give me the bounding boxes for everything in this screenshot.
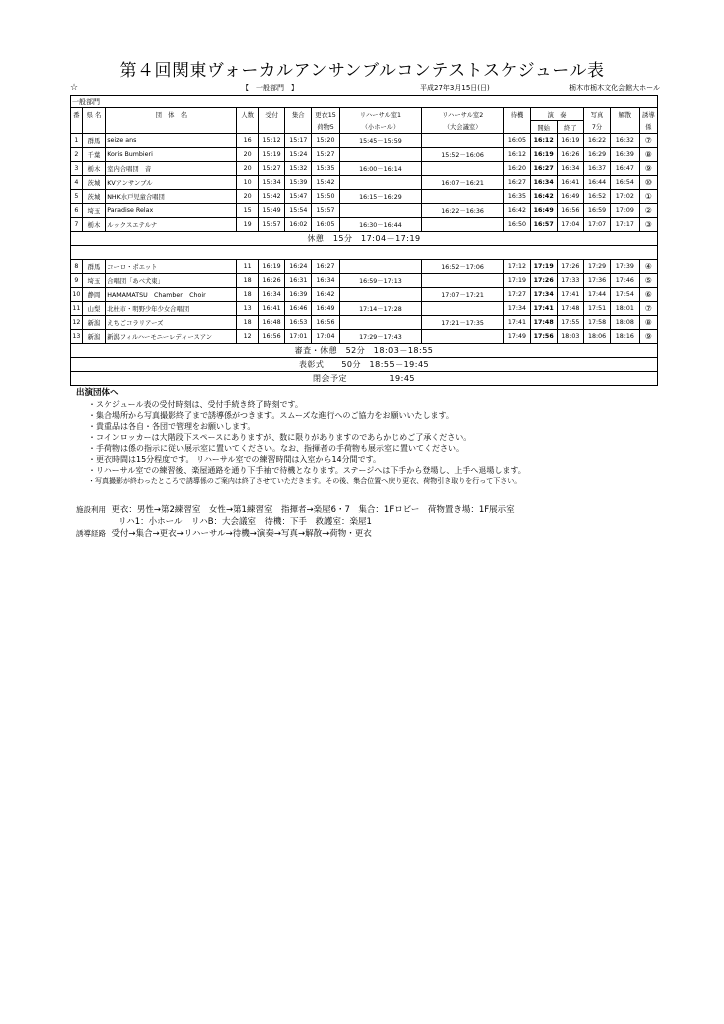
group-name: HAMAMATSU Chamber Choir <box>106 288 237 302</box>
dismiss-time: 17:02 <box>610 190 639 204</box>
guide-number: ⑨ <box>639 330 657 344</box>
guide-number: ⑧ <box>639 148 657 162</box>
assembly-time: 16:46 <box>285 302 312 316</box>
group-name: 新潟フィルハーモニーレディースアン <box>106 330 237 344</box>
group-name: コーロ・ポエット <box>106 260 237 274</box>
reception-time: 16:41 <box>258 302 285 316</box>
row-number: 8 <box>71 260 83 274</box>
assembly-time: 16:31 <box>285 274 312 288</box>
row-number: 9 <box>71 274 83 288</box>
assembly-time: 15:47 <box>285 190 312 204</box>
row-number: 10 <box>71 288 83 302</box>
reception-time: 16:56 <box>258 330 285 344</box>
table-row <box>71 162 658 176</box>
dismiss-time: 18:16 <box>610 330 639 344</box>
note-item: ・更衣時間は15分程度です。 リハーサル室での練習時間は入室から14分間です。 <box>88 455 381 464</box>
header-rehearsal1: リハーサル室1 <box>339 108 421 121</box>
footer-label: 閉会予定 19:45 <box>71 372 658 386</box>
header-photo-sub: 7分 <box>584 121 611 134</box>
changing-time: 15:35 <box>312 162 340 176</box>
assembly-time: 15:39 <box>285 176 312 190</box>
standby-time: 16:35 <box>504 190 531 204</box>
prefecture: 埼玉 <box>82 204 105 218</box>
performance-end: 17:33 <box>557 274 584 288</box>
header-no: 番 <box>71 108 83 121</box>
facility-line2: リハ1：小ホール リハB：大会議室 待機：下手 救護室：楽屋1 <box>118 517 372 527</box>
rehearsal2-time <box>422 218 504 232</box>
performance-start: 16:12 <box>530 134 557 148</box>
group-name: 室内合唱団 音 <box>106 162 237 176</box>
assembly-time: 16:24 <box>285 260 312 274</box>
assembly-time: 15:24 <box>285 148 312 162</box>
dismiss-time: 16:47 <box>610 162 639 176</box>
reception-time: 15:12 <box>258 134 285 148</box>
changing-time: 16:49 <box>312 302 340 316</box>
guide-number: ⑧ <box>639 316 657 330</box>
header-dismiss: 解散 <box>610 108 639 121</box>
header-pref: 県 名 <box>82 108 105 121</box>
member-count: 10 <box>237 176 258 190</box>
facility-info <box>76 504 515 540</box>
rehearsal1-time <box>339 316 421 330</box>
performance-end: 16:49 <box>557 190 584 204</box>
changing-time: 15:27 <box>312 148 340 162</box>
note-item: ・スケジュール表の受付時刻は、受付手続き終了時刻です。 <box>88 400 303 409</box>
rehearsal2-time <box>422 190 504 204</box>
table-row <box>71 274 658 288</box>
standby-time: 16:42 <box>504 204 531 218</box>
performance-end: 16:19 <box>557 134 584 148</box>
row-number: 7 <box>71 218 83 232</box>
photo-time: 17:36 <box>584 274 611 288</box>
row-number: 1 <box>71 134 83 148</box>
performance-start: 16:42 <box>530 190 557 204</box>
photo-time: 17:07 <box>584 218 611 232</box>
reception-time: 16:48 <box>258 316 285 330</box>
changing-time: 16:34 <box>312 274 340 288</box>
row-number: 11 <box>71 302 83 316</box>
prefecture: 栃木 <box>82 218 105 232</box>
header-group: 団 体 名 <box>106 108 237 121</box>
subtitle-line <box>70 83 660 95</box>
row-number: 6 <box>71 204 83 218</box>
footer-label-row <box>71 372 658 386</box>
rehearsal2-time: 16:07－16:21 <box>422 176 504 190</box>
performance-start: 17:56 <box>530 330 557 344</box>
member-count: 20 <box>237 162 258 176</box>
rehearsal1-time: 15:45－15:59 <box>339 134 421 148</box>
rehearsal2-time <box>422 274 504 288</box>
changing-time: 16:27 <box>312 260 340 274</box>
header-rehearsal2: リハーサル室2 <box>422 108 504 121</box>
reception-time: 15:19 <box>258 148 285 162</box>
prefecture: 山梨 <box>82 302 105 316</box>
rehearsal1-time <box>339 176 421 190</box>
member-count: 18 <box>237 274 258 288</box>
row-number: 3 <box>71 162 83 176</box>
facility-label: 施設利用 <box>76 505 106 514</box>
header-reception: 受付 <box>258 108 285 121</box>
header-perf-start: 開始 <box>530 121 557 134</box>
performance-start: 16:34 <box>530 176 557 190</box>
table-row <box>71 260 658 274</box>
member-count: 15 <box>237 204 258 218</box>
rehearsal2-time <box>422 162 504 176</box>
note-item: ・コインロッカーは大階段下スペースにありますが、数に限りがありますのであらかじめご了承ください。 <box>88 433 472 442</box>
rehearsal1-time: 16:30－16:44 <box>339 218 421 232</box>
performance-end: 17:26 <box>557 260 584 274</box>
member-count: 13 <box>237 302 258 316</box>
performance-end: 16:34 <box>557 162 584 176</box>
reception-time: 15:42 <box>258 190 285 204</box>
row-number: 4 <box>71 176 83 190</box>
dismiss-time: 18:08 <box>610 316 639 330</box>
performance-end: 16:26 <box>557 148 584 162</box>
standby-time: 17:49 <box>504 330 531 344</box>
standby-time: 16:20 <box>504 162 531 176</box>
prefecture: 茨城 <box>82 190 105 204</box>
prefecture: 千葉 <box>82 148 105 162</box>
note-item: ・貴重品は各自・各団で管理をお願いします。 <box>88 422 256 431</box>
header-perf-end: 終了 <box>557 121 584 134</box>
venue-name: 栃木市栃木文化会館大ホール <box>569 84 660 92</box>
facility-line1: 更衣：男性→第2練習室 女性→第1練習室 指揮者→楽屋6・7 集合：1Fロビー 荷物置き場：1F展示室 <box>111 505 515 515</box>
rehearsal1-time: 17:14－17:28 <box>339 302 421 316</box>
note-item-small: ・写真撮影が終わったところで誘導係のご案内は終了させていただきます。その後、集合位置へ戻り更衣、荷物引き取りを行って下さい。 <box>88 477 522 485</box>
assembly-time: 15:32 <box>285 162 312 176</box>
assembly-time: 16:02 <box>285 218 312 232</box>
group-name: Koris Bumbieri <box>106 148 237 162</box>
dismiss-time: 17:09 <box>610 204 639 218</box>
photo-time: 17:58 <box>584 316 611 330</box>
performance-start: 16:49 <box>530 204 557 218</box>
table-row <box>71 330 658 344</box>
prefecture: 群馬 <box>82 134 105 148</box>
assembly-time: 15:17 <box>285 134 312 148</box>
rehearsal1-time: 17:29－17:43 <box>339 330 421 344</box>
header-changing-sub: 荷物5 <box>312 121 340 134</box>
header-rehearsal2-sub: （大会議室） <box>422 121 504 134</box>
prefecture: 静岡 <box>82 288 105 302</box>
performance-start: 17:48 <box>530 316 557 330</box>
performance-start: 17:26 <box>530 274 557 288</box>
changing-time: 15:42 <box>312 176 340 190</box>
table-row <box>71 134 658 148</box>
header-guide-sub: 係 <box>639 121 657 134</box>
prefecture: 新潟 <box>82 316 105 330</box>
header-changing: 更衣15 <box>312 108 340 121</box>
member-count: 11 <box>237 260 258 274</box>
group-name: えちごコラリアーズ <box>106 316 237 330</box>
reception-time: 15:34 <box>258 176 285 190</box>
rehearsal1-time <box>339 204 421 218</box>
footer-label: 審査・休憩 52分 18:03－18:55 <box>71 344 658 358</box>
header-rehearsal1-sub: （小ホール） <box>339 121 421 134</box>
header-guide: 誘導 <box>639 108 657 121</box>
section-label: 一般部門 <box>71 96 658 108</box>
rehearsal1-time: 16:59－17:13 <box>339 274 421 288</box>
header-row-2 <box>71 121 658 134</box>
footer-label-row <box>71 344 658 358</box>
dismiss-time: 16:54 <box>610 176 639 190</box>
member-count: 19 <box>237 218 258 232</box>
rehearsal1-time <box>339 260 421 274</box>
performance-end: 17:55 <box>557 316 584 330</box>
note-item: ・集合場所から写真撮影終了まで誘導係がつきます。スムーズな進行へのご協力をお願いいたします。 <box>88 411 454 420</box>
prefecture: 群馬 <box>82 260 105 274</box>
assembly-time: 17:01 <box>285 330 312 344</box>
performance-end: 18:03 <box>557 330 584 344</box>
changing-time: 15:50 <box>312 190 340 204</box>
prefecture: 茨城 <box>82 176 105 190</box>
performance-end: 17:04 <box>557 218 584 232</box>
performance-start: 16:57 <box>530 218 557 232</box>
dismiss-time: 17:17 <box>610 218 639 232</box>
standby-time: 16:27 <box>504 176 531 190</box>
changing-time: 16:42 <box>312 288 340 302</box>
photo-time: 17:51 <box>584 302 611 316</box>
page-title: 第４回関東ヴォーカルアンサンブルコンテストスケジュール表 <box>119 61 605 81</box>
footer-label-row <box>71 358 658 372</box>
guide-number: ③ <box>639 218 657 232</box>
table-row <box>71 190 658 204</box>
performance-start: 16:27 <box>530 162 557 176</box>
changing-time: 15:57 <box>312 204 340 218</box>
guide-number: ① <box>639 190 657 204</box>
break-label-row <box>71 232 658 246</box>
notes-heading: 出演団体へ <box>76 388 119 398</box>
group-name: 北杜市・明野少年少女合唱団 <box>106 302 237 316</box>
table-row <box>71 204 658 218</box>
note-item: ・リハーサル室での練習後、楽屋通路を通り下手袖で待機となります。ステージへは下手から登場し、上手へ退場します。 <box>88 466 526 475</box>
standby-time: 16:05 <box>504 134 531 148</box>
event-date: 平成27年3月15日(日) <box>420 84 490 92</box>
guide-number: ⑦ <box>639 302 657 316</box>
spacer <box>71 246 658 260</box>
guide-number: ⑨ <box>639 162 657 176</box>
guide-route: 受付→集合→更衣→リハーサル→待機→演奏→写真→解散→荷物・更衣 <box>111 529 372 539</box>
group-name: Paradise Relax <box>106 204 237 218</box>
header-photo: 写真 <box>584 108 611 121</box>
performer-notes <box>76 388 526 487</box>
header-row <box>71 108 658 121</box>
rehearsal2-time: 16:22－16:36 <box>422 204 504 218</box>
rehearsal2-time <box>422 302 504 316</box>
performance-end: 17:41 <box>557 288 584 302</box>
member-count: 16 <box>237 134 258 148</box>
assembly-time: 16:53 <box>285 316 312 330</box>
reception-time: 16:34 <box>258 288 285 302</box>
member-count: 20 <box>237 148 258 162</box>
row-number: 12 <box>71 316 83 330</box>
performance-start: 17:41 <box>530 302 557 316</box>
rehearsal1-time <box>339 288 421 302</box>
photo-time: 16:52 <box>584 190 611 204</box>
standby-time: 17:34 <box>504 302 531 316</box>
member-count: 20 <box>237 190 258 204</box>
reception-time: 15:57 <box>258 218 285 232</box>
group-name: NHK水戸児童合唱団 <box>106 190 237 204</box>
standby-time: 16:12 <box>504 148 531 162</box>
dismiss-time: 17:39 <box>610 260 639 274</box>
standby-time: 17:19 <box>504 274 531 288</box>
rehearsal1-time <box>339 148 421 162</box>
prefecture: 埼玉 <box>82 274 105 288</box>
route-label: 誘導経路 <box>76 529 106 538</box>
dismiss-time: 16:32 <box>610 134 639 148</box>
dismiss-time: 17:46 <box>610 274 639 288</box>
rehearsal1-time: 16:00－16:14 <box>339 162 421 176</box>
reception-time: 16:19 <box>258 260 285 274</box>
guide-number: ⑥ <box>639 288 657 302</box>
footer-label: 表彰式 50分 18:55－19:45 <box>71 358 658 372</box>
performance-end: 16:41 <box>557 176 584 190</box>
photo-time: 16:37 <box>584 162 611 176</box>
member-count: 12 <box>237 330 258 344</box>
guide-number: ⑤ <box>639 274 657 288</box>
table-row <box>71 316 658 330</box>
schedule-table <box>70 95 658 386</box>
photo-time: 17:44 <box>584 288 611 302</box>
header-people: 人数 <box>237 108 258 121</box>
changing-time: 16:56 <box>312 316 340 330</box>
header-standby: 待機 <box>504 108 531 121</box>
photo-time: 16:59 <box>584 204 611 218</box>
rehearsal2-time: 17:07－17:21 <box>422 288 504 302</box>
table-row <box>71 218 658 232</box>
group-name: seize ans <box>106 134 237 148</box>
note-item: ・手荷物は係の指示に従い展示室に置いてください。なお、指揮者の手荷物も展示室に置いてください。 <box>88 444 464 453</box>
row-number: 5 <box>71 190 83 204</box>
photo-time: 17:29 <box>584 260 611 274</box>
reception-time: 16:26 <box>258 274 285 288</box>
group-name: KVアンサンブル <box>106 176 237 190</box>
group-name: ルックスエテルナ <box>106 218 237 232</box>
performance-start: 17:34 <box>530 288 557 302</box>
rehearsal2-time: 16:52－17:06 <box>422 260 504 274</box>
performance-end: 16:56 <box>557 204 584 218</box>
group-name: 合唱団「あべ犬東」 <box>106 274 237 288</box>
row-number: 2 <box>71 148 83 162</box>
dismiss-time: 18:01 <box>610 302 639 316</box>
rehearsal2-time <box>422 134 504 148</box>
reception-time: 15:49 <box>258 204 285 218</box>
photo-time: 16:44 <box>584 176 611 190</box>
assembly-time: 15:54 <box>285 204 312 218</box>
standby-time: 17:12 <box>504 260 531 274</box>
row-number: 13 <box>71 330 83 344</box>
guide-number: ⑦ <box>639 134 657 148</box>
changing-time: 17:04 <box>312 330 340 344</box>
standby-time: 16:50 <box>504 218 531 232</box>
table-row <box>71 302 658 316</box>
photo-time: 16:29 <box>584 148 611 162</box>
table-row <box>71 148 658 162</box>
header-assembly: 集合 <box>285 108 312 121</box>
photo-time: 16:22 <box>584 134 611 148</box>
rehearsal2-time: 17:21－17:35 <box>422 316 504 330</box>
prefecture: 栃木 <box>82 162 105 176</box>
dismiss-time: 17:54 <box>610 288 639 302</box>
guide-number: ② <box>639 204 657 218</box>
header-performance: 演 奏 <box>530 108 583 121</box>
assembly-time: 16:39 <box>285 288 312 302</box>
performance-start: 16:19 <box>530 148 557 162</box>
break-label: 休憩 15分 17:04－17:19 <box>71 232 658 246</box>
rehearsal2-time: 15:52－16:06 <box>422 148 504 162</box>
changing-time: 16:05 <box>312 218 340 232</box>
star-mark: ☆ <box>70 83 79 93</box>
changing-time: 15:20 <box>312 134 340 148</box>
department-label: 【 一般部門 】 <box>242 84 298 92</box>
reception-time: 15:27 <box>258 162 285 176</box>
guide-number: ⑩ <box>639 176 657 190</box>
performance-start: 17:19 <box>530 260 557 274</box>
prefecture: 新潟 <box>82 330 105 344</box>
standby-time: 17:27 <box>504 288 531 302</box>
dismiss-time: 16:39 <box>610 148 639 162</box>
guide-number: ④ <box>639 260 657 274</box>
rehearsal2-time <box>422 330 504 344</box>
rehearsal1-time: 16:15－16:29 <box>339 190 421 204</box>
member-count: 18 <box>237 316 258 330</box>
table-row <box>71 176 658 190</box>
spacer-row <box>71 246 658 260</box>
standby-time: 17:41 <box>504 316 531 330</box>
photo-time: 18:06 <box>584 330 611 344</box>
member-count: 18 <box>237 288 258 302</box>
table-row <box>71 288 658 302</box>
performance-end: 17:48 <box>557 302 584 316</box>
